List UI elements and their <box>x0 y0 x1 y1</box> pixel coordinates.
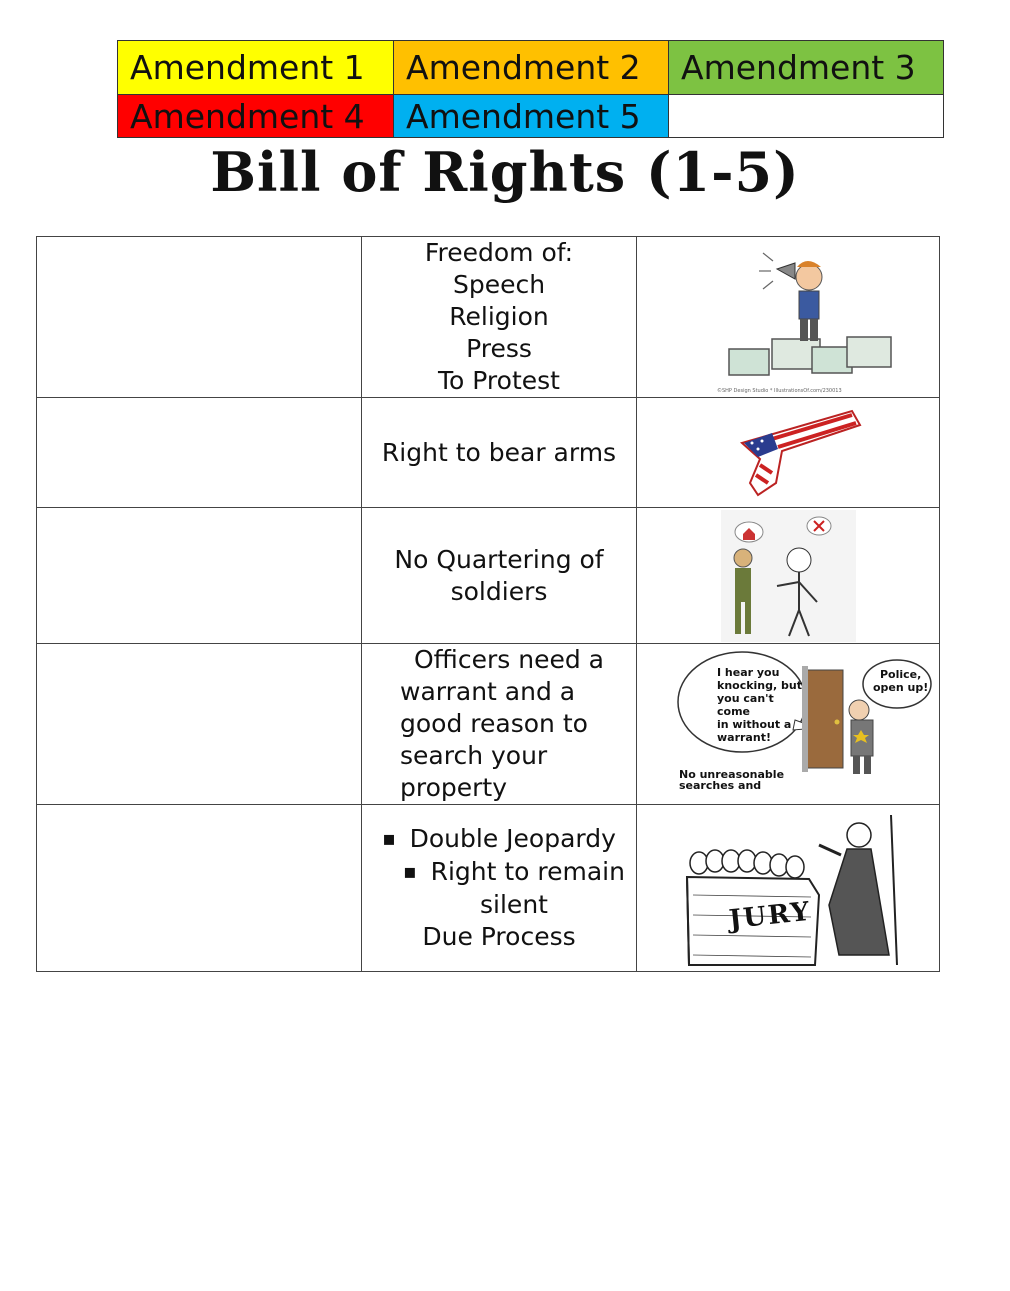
rights-list-text: Right to remain <box>430 857 625 886</box>
description-line: Right to bear arms <box>381 437 617 467</box>
table-row <box>37 398 939 508</box>
description-line: Due Process <box>422 922 576 951</box>
description-line: No Quartering of <box>394 544 604 574</box>
answer-drop-zone-3[interactable] <box>37 508 362 643</box>
answer-drop-zone-1[interactable] <box>37 237 362 397</box>
description-line: search your <box>400 741 548 770</box>
description-line: Officers need a <box>414 645 604 674</box>
rights-list <box>373 823 625 889</box>
word-bank-amendment-1[interactable]: Amendment 1 <box>118 41 394 95</box>
bubble-line: you can't <box>717 692 774 705</box>
description-line: Press <box>466 334 532 363</box>
description-line: Freedom of: <box>424 238 574 267</box>
image-credit: ©SHP Design Studio * IllustrationsOf.com/230013 <box>717 388 842 394</box>
description-line: property <box>400 773 508 802</box>
word-bank-empty-cell <box>669 95 943 137</box>
description-line: good reason to <box>400 709 588 738</box>
table-row <box>37 805 939 971</box>
word-bank-amendment-5[interactable]: Amendment 5 <box>394 95 669 137</box>
description-cell <box>362 508 637 643</box>
jury-label: JURY <box>727 896 813 936</box>
word-bank-amendment-4[interactable]: Amendment 4 <box>118 95 394 137</box>
description-line: warrant and a <box>400 677 576 706</box>
description-line: To Protest <box>438 366 560 395</box>
description-cell <box>362 805 637 971</box>
bubble-line: knocking, but <box>717 679 802 692</box>
word-bank <box>117 40 944 138</box>
description-cell <box>362 398 637 507</box>
flag-pistol-icon <box>637 398 939 507</box>
word-bank-amendment-2[interactable]: Amendment 2 <box>394 41 669 95</box>
protester-megaphone-icon <box>637 237 939 397</box>
word-bank-amendment-3[interactable]: Amendment 3 <box>669 41 943 95</box>
footer-line: searches and <box>679 779 762 792</box>
speech-bubble-homeowner <box>717 666 802 744</box>
table-row <box>37 508 939 644</box>
answer-drop-zone-2[interactable] <box>37 398 362 507</box>
soldier-and-homeowner-icon <box>637 508 939 643</box>
amendments-table <box>36 236 940 972</box>
bubble-line: in without a <box>717 718 792 731</box>
table-row <box>37 237 939 398</box>
description-line: silent <box>480 890 548 919</box>
description-line: soldiers <box>450 576 548 606</box>
rights-list-item <box>373 856 625 889</box>
rights-list-item <box>373 823 625 856</box>
jury-box-lawyer-icon <box>637 805 939 971</box>
description-line: Speech <box>452 270 546 299</box>
speech-bubble-police <box>873 668 928 694</box>
bubble-line: warrant! <box>717 731 771 744</box>
table-row <box>37 644 939 805</box>
answer-drop-zone-4[interactable] <box>37 644 362 804</box>
answer-drop-zone-5[interactable] <box>37 805 362 971</box>
rights-list-text: Double Jeopardy <box>409 824 616 853</box>
bubble-line: come <box>717 705 750 718</box>
bubble-line: Police, <box>879 668 922 681</box>
description-line: Religion <box>449 302 549 331</box>
bubble-line: I hear you <box>717 666 780 679</box>
footer-line: No unreasonable <box>679 768 785 781</box>
bubble-line: open up! <box>873 681 929 694</box>
police-knocking-door-icon <box>637 644 939 804</box>
page-title: Bill of Rights (1-5) <box>210 140 800 204</box>
cartoon-footer <box>679 768 785 792</box>
description-cell <box>362 644 637 804</box>
description-cell <box>362 237 637 397</box>
